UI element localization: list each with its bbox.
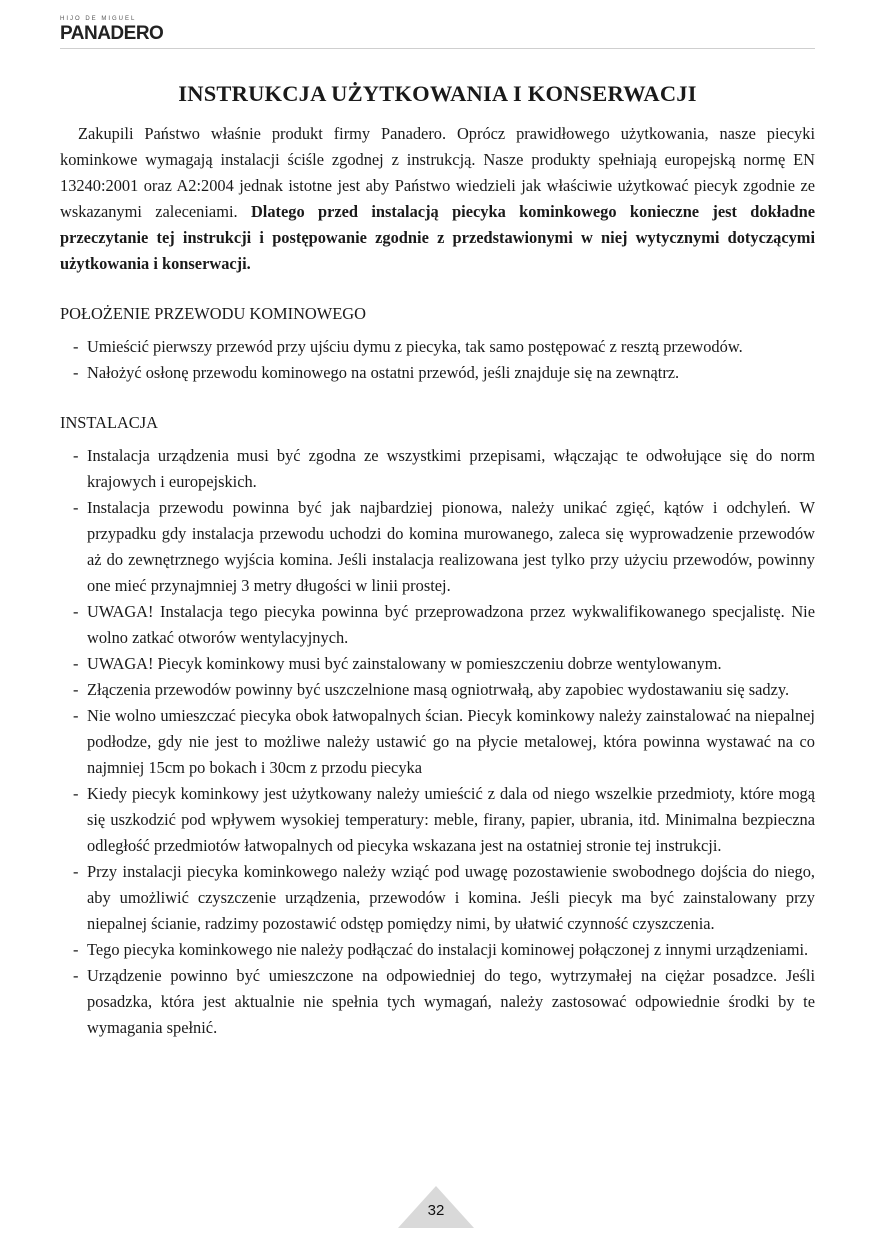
list-item-text: Instalacja przewodu powinna być jak najbardziej pionowa, należy unikać zgięć, kątów i odchyleń. W przypadku gdy instalacja przewodu uchodzi do komina murowanego, zaleca się wyprowadzenie przewodów aż do zewnętrznego wyjścia komina. Jeśli instalacja realizowana jest tylko przy użyciu przewodów, powinny one mieć przynajmniej 3 metry długości w linii prostej. [87, 498, 815, 595]
intro-bold-text: Dlatego przed instalacją piecyka kominkowego konieczne jest dokładne przeczytanie tej instrukcji i postępowanie zgodnie z przedstawionymi w niej wytycznymi dotyczącymi użytkowania i konserwacji. [60, 202, 815, 273]
bullet-marker: - [73, 966, 79, 985]
section-heading-chimney: POŁOŻENIE PRZEWODU KOMINOWEGO [60, 304, 366, 323]
bullet-marker: - [73, 363, 79, 382]
list-item [60, 703, 815, 781]
installation-bullet-list [60, 443, 815, 1041]
bullet-marker: - [73, 680, 79, 699]
list-item [60, 677, 815, 703]
list-item-text: UWAGA! Instalacja tego piecyka powinna być przeprowadzona przez wykwalifikowanego specjalistę. Nie wolno zatkać otworów wentylacyjnych. [87, 602, 815, 647]
logo-tagline: HIJO DE MIGUEL [60, 16, 137, 22]
bullet-marker: - [73, 498, 79, 517]
list-item-text: Tego piecyka kominkowego nie należy podłączać do instalacji kominowej połączonej z innymi urządzeniami. [87, 940, 809, 959]
bullet-marker: - [73, 337, 79, 356]
brand-logo: PANADERO [60, 23, 164, 44]
chimney-bullet-list [60, 334, 815, 386]
list-item [60, 360, 815, 386]
page-number: 32 [427, 1202, 445, 1219]
section-heading-installation: INSTALACJA [60, 413, 158, 432]
list-item [60, 334, 815, 360]
page-header [60, 14, 815, 49]
list-item [60, 937, 815, 963]
intro-paragraph [60, 121, 815, 277]
list-item [60, 651, 815, 677]
bullet-marker: - [73, 602, 79, 621]
list-item-text: UWAGA! Piecyk kominkowy musi być zainstalowany w pomieszczeniu dobrze wentylowanym. [87, 654, 722, 673]
list-item [60, 963, 815, 1041]
list-item-text: Nie wolno umieszczać piecyka obok łatwopalnych ścian. Piecyk kominkowy należy zainstalować na niepalnej podłodze, gdy nie jest to możliwe należy ustawić go na płycie metalowej, która powinna wystawać na co najmniej 15cm po bokach i 30cm z przodu piecyka [87, 706, 815, 777]
bullet-marker: - [73, 862, 79, 881]
bullet-marker: - [73, 706, 79, 725]
list-item-text: Instalacja urządzenia musi być zgodna ze wszystkimi przepisami, włączając te odwołujące się do norm krajowych i europejskich. [87, 446, 815, 491]
list-item [60, 859, 815, 937]
list-item [60, 781, 815, 859]
bullet-marker: - [73, 784, 79, 803]
document-body [60, 121, 815, 1041]
bullet-marker: - [73, 654, 79, 673]
list-item-text: Złączenia przewodów powinny być uszczelnione masą ogniotrwałą, aby zapobiec wydostawaniu się sadzy. [87, 680, 790, 699]
bullet-marker: - [73, 940, 79, 959]
list-item [60, 443, 815, 495]
intro-text: Zakupili Państwo właśnie produkt firmy Panadero. Oprócz prawidłowego użytkowania, nasze piecyki kominkowe wymagają instalacji ściśle zgodnej z instrukcją. Nasze produkty spełniają europejską normę EN 13240:2001 oraz A2:2004 jednak istotne jest aby Państwo wiedzieli jak właściwie użytkować piecyk zgodnie ze wskazanymi zaleceniami. [60, 124, 815, 221]
list-item-text: Nałożyć osłonę przewodu kominowego na ostatni przewód, jeśli znajduje się na zewnątrz. [87, 363, 680, 382]
list-item [60, 495, 815, 599]
bullet-marker: - [73, 446, 79, 465]
list-item-text: Przy instalacji piecyka kominkowego należy wziąć pod uwagę pozostawienie swobodnego dojścia do niego, aby umożliwić czyszczenie urządzenia, przewodów i komina. Jeśli piecyk ma być zainstalowany przy niepalnej ścianie, radzimy pozostawić odstęp pomiędzy nimi, by ułatwić czynność czyszczenia. [87, 862, 815, 933]
list-item [60, 599, 815, 651]
list-item-text: Urządzenie powinno być umieszczone na odpowiedniej do tego, wytrzymałej na ciężar posadzce. Jeśli posadzka, która jest aktualnie nie spełnia tych wymagań, należy zastosować odpowiednie środki by te wymagania spełnić. [87, 966, 815, 1037]
page-title: INSTRUKCJA UŻYTKOWANIA I KONSERWACJI [178, 81, 697, 107]
list-item-text: Kiedy piecyk kominkowy jest użytkowany należy umieścić z dala od niego wszelkie przedmioty, które mogą się uszkodzić pod wpływem wysokiej temperatury: meble, firany, papier, ubrania, itd. Minimalna bezpieczna odległość przedmiotów łatwopalnych od piecyka wskazana jest na ostatniej stronie tej instrukcji. [87, 784, 815, 855]
list-item-text: Umieścić pierwszy przewód przy ujściu dymu z piecyka, tak samo postępować z resztą przewodów. [87, 337, 743, 356]
